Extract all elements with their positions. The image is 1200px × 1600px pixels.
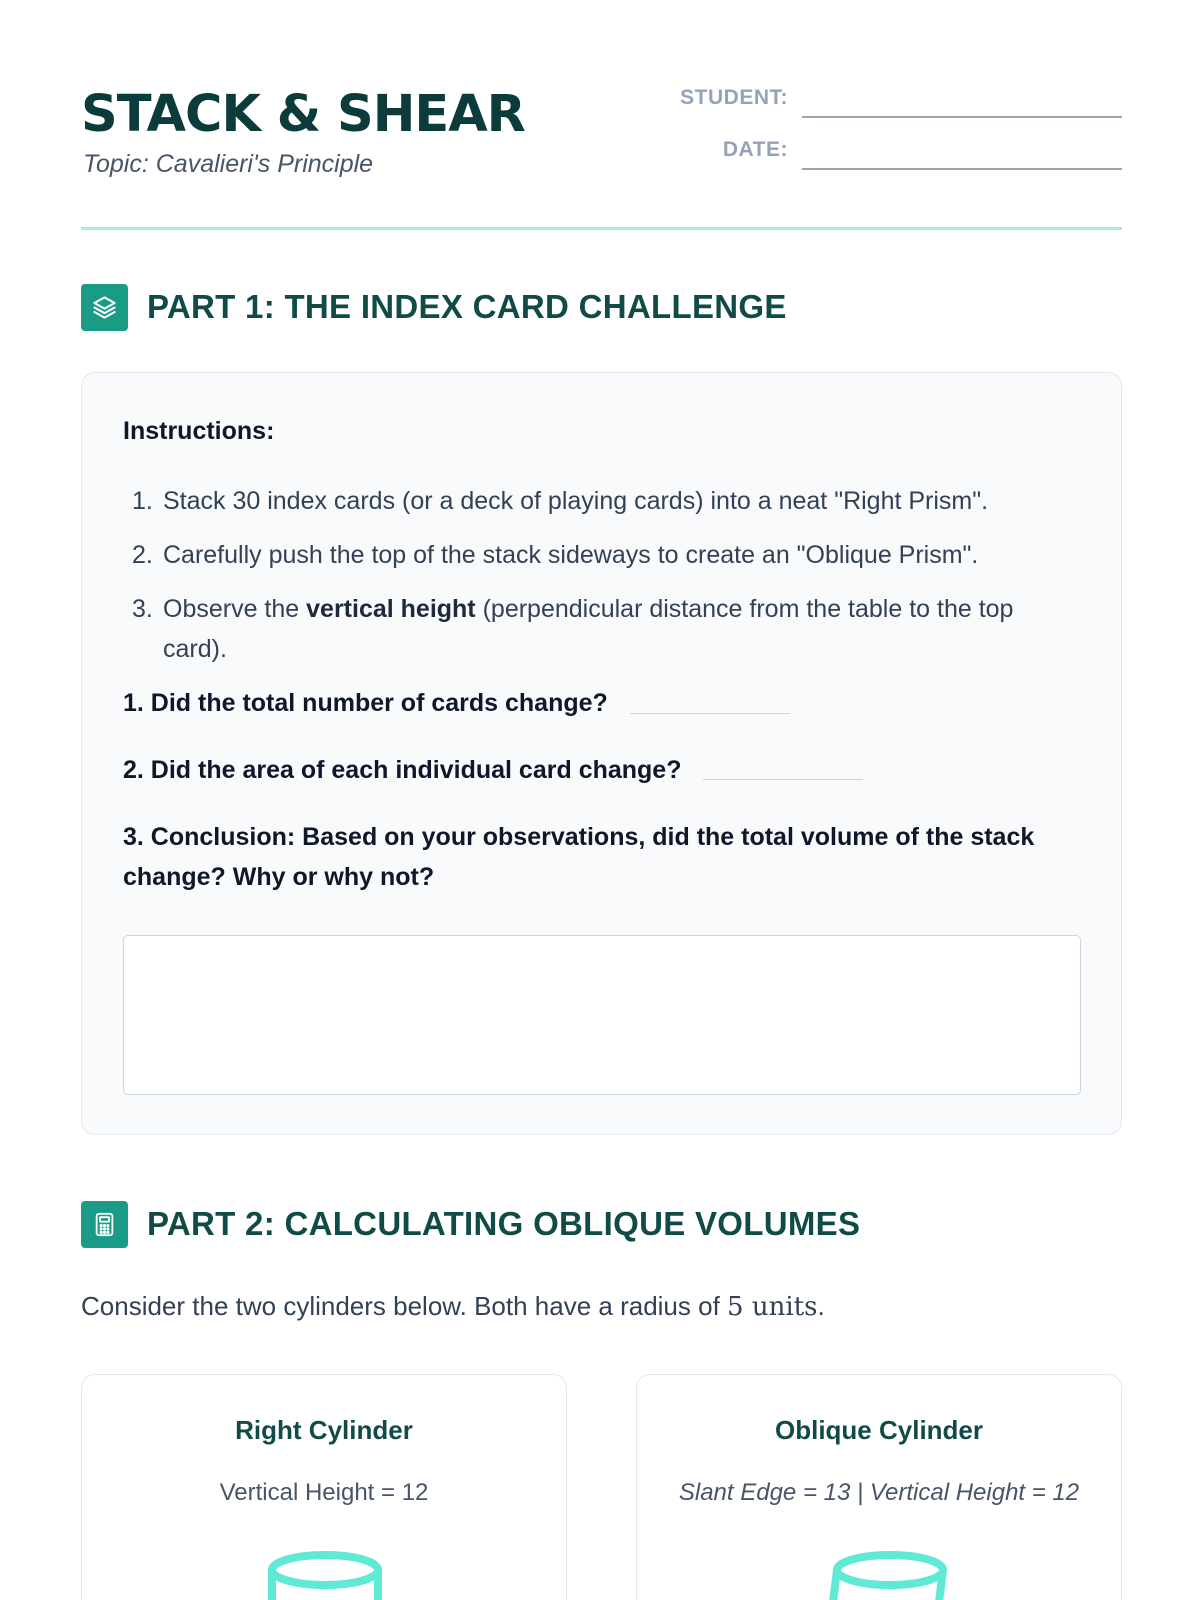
oblique-cylinder-diagram <box>825 1550 955 1600</box>
step-text: Observe the <box>163 595 307 623</box>
part2-title: PART 2: CALCULATING OBLIQUE VOLUMES <box>147 1205 861 1242</box>
worksheet-header <box>81 84 1122 184</box>
instructions-label: Instructions: <box>123 417 275 445</box>
student-name-line[interactable] <box>802 116 1122 118</box>
instruction-step <box>123 481 1073 521</box>
step-number: 3. <box>132 595 153 623</box>
part2-header <box>81 1201 1122 1249</box>
worksheet-title: STACK & SHEAR <box>81 85 525 144</box>
instruction-step <box>123 535 1073 575</box>
question-3: 3. Conclusion: Based on your observations, did the total volume of the stack change? Why or why not? <box>123 823 1035 891</box>
worksheet-page <box>81 0 1122 1600</box>
step-text: Stack 30 index cards (or a deck of playing cards) into a neat "Right Prism". <box>163 487 989 515</box>
student-label: STUDENT: <box>680 86 788 109</box>
part2-intro <box>81 1291 825 1322</box>
cylinder-title: Oblique Cylinder <box>774 1415 984 1445</box>
answer-line-1[interactable] <box>630 713 790 714</box>
part1-header <box>81 284 1122 332</box>
layers-icon <box>81 284 128 331</box>
header-divider <box>81 227 1122 230</box>
right-cylinder-card <box>81 1374 567 1600</box>
instruction-list <box>123 481 1073 683</box>
cylinder-dimensions: Vertical Height = 12 <box>219 1479 429 1506</box>
cylinder-title: Right Cylinder <box>235 1415 413 1445</box>
step-text: (perpendicular distance from the table to the top card). <box>163 595 1014 663</box>
intro-text: Consider the two cylinders below. Both have a radius of <box>81 1291 728 1321</box>
calculator-icon <box>81 1201 128 1248</box>
intro-math: 5 units <box>727 1292 818 1322</box>
right-cylinder-diagram <box>260 1550 390 1600</box>
date-label: DATE: <box>722 138 788 161</box>
instruction-step <box>123 589 1073 669</box>
step-emphasis: vertical height <box>306 595 476 623</box>
oblique-cylinder-card <box>636 1374 1122 1600</box>
step-number: 1. <box>132 487 153 515</box>
worksheet-topic: Topic: Cavalieri's Principle <box>83 150 374 178</box>
conclusion-answer-box[interactable] <box>123 935 1081 1095</box>
question-2: 2. Did the area of each individual card change? <box>123 756 682 784</box>
answer-line-2[interactable] <box>703 779 863 780</box>
part1-title: PART 1: THE INDEX CARD CHALLENGE <box>147 288 787 325</box>
date-line[interactable] <box>802 168 1122 170</box>
step-text: Carefully push the top of the stack sideways to create an "Oblique Prism". <box>163 541 979 569</box>
part1-card <box>81 372 1122 1135</box>
step-number: 2. <box>132 541 153 569</box>
cylinder-dimensions: Slant Edge = 13 | Vertical Height = 12 <box>678 1479 1080 1506</box>
question-1: 1. Did the total number of cards change? <box>123 689 608 717</box>
intro-end: . <box>817 1291 825 1321</box>
